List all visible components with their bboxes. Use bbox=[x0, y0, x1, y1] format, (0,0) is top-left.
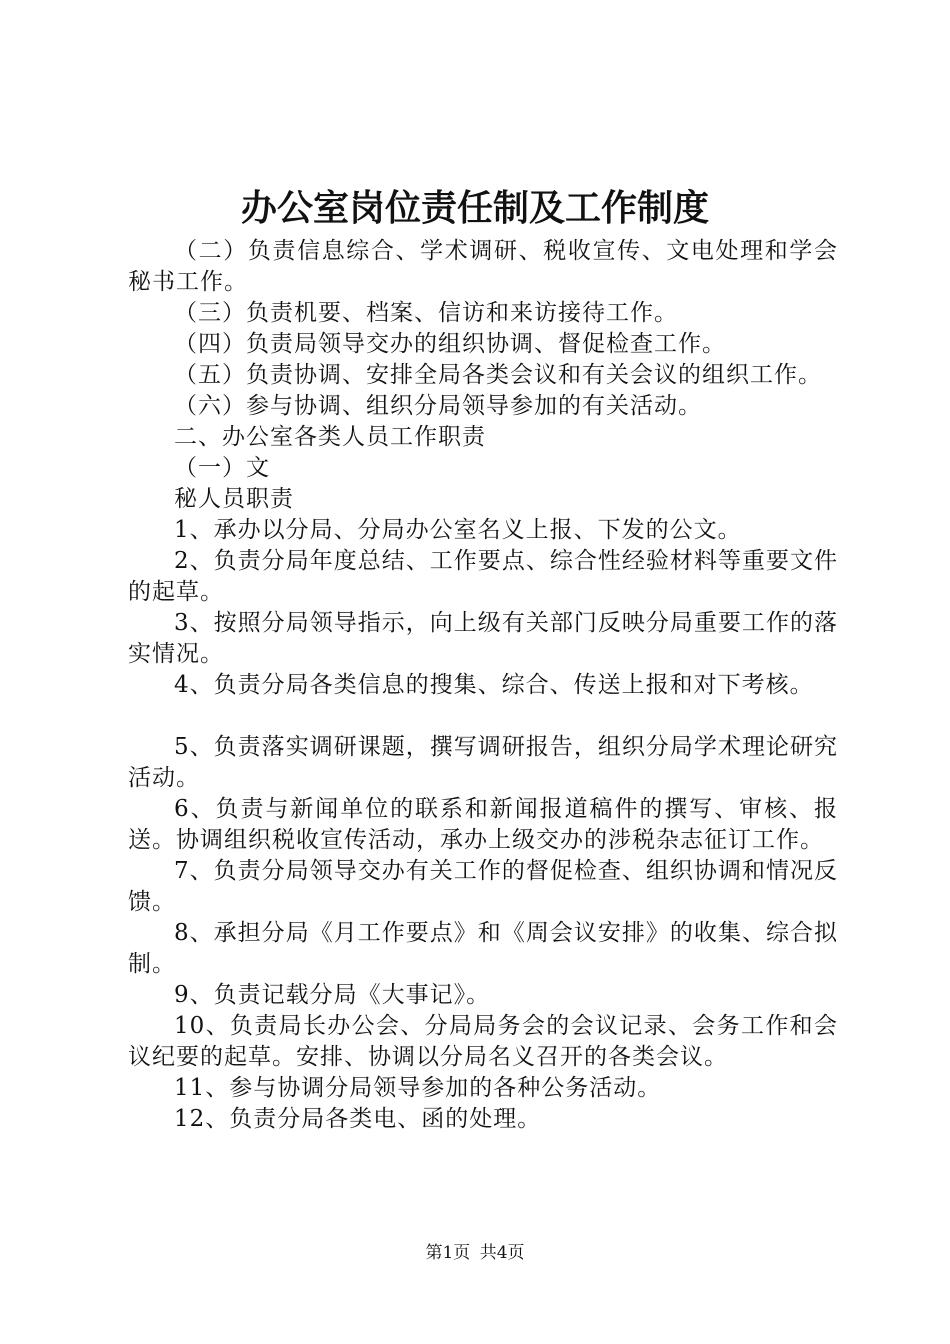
duty-item-12: 12、负责分局各类电、函的处理。 bbox=[174, 1106, 542, 1132]
duty-item-6: 6、负责与新闻单位的联系和新闻报道稿件的撰写、审核、报送。协调组织税收宣传活动，承办上级交办的涉税杂志征订工作。 bbox=[128, 796, 838, 853]
duty-item-11: 11、参与协调分局领导参加的各种公务活动。 bbox=[174, 1075, 662, 1101]
paragraph-4: （四）负责局领导交办的组织协调、督促检查工作。 bbox=[174, 331, 726, 357]
paragraph-5: （五）负责协调、安排全局各类会议和有关会议的组织工作。 bbox=[174, 362, 822, 388]
document-body bbox=[128, 236, 838, 1135]
duty-item-8: 8、承担分局《月工作要点》和《周会议安排》的收集、综合拟制。 bbox=[128, 920, 838, 977]
document-title: 办公室岗位责任制及工作制度 bbox=[240, 187, 709, 229]
paragraph-3: （三）负责机要、档案、信访和来访接待工作。 bbox=[174, 300, 678, 326]
duty-item-1: 1、承办以分局、分局办公室名义上报、下发的公文。 bbox=[174, 517, 742, 543]
subsection-heading-continued: 秘人员职责 bbox=[174, 486, 294, 512]
paragraph-6: （六）参与协调、组织分局领导参加的有关活动。 bbox=[174, 393, 702, 419]
subsection-heading: （一）文 bbox=[174, 455, 270, 481]
duty-item-4: 4、负责分局各类信息的搜集、综合、传送上报和对下考核。 bbox=[174, 672, 814, 698]
page-footer bbox=[0, 1241, 950, 1265]
duty-item-10: 10、负责局长办公会、分局局务会的会议记录、会务工作和会议纪要的起草。安排、协调以分局名义召开的各类会议。 bbox=[128, 1013, 838, 1070]
section-heading: 二、办公室各类人员工作职责 bbox=[174, 424, 486, 450]
duty-item-5: 5、负责落实调研课题，撰写调研报告，组织分局学术理论研究活动。 bbox=[128, 734, 838, 791]
duty-item-2: 2、负责分局年度总结、工作要点、综合性经验材料等重要文件的起草。 bbox=[128, 548, 838, 605]
duty-item-3: 3、按照分局领导指示，向上级有关部门反映分局重要工作的落实情况。 bbox=[128, 610, 838, 667]
paragraph-2: （二）负责信息综合、学术调研、税收宣传、文电处理和学会秘书工作。 bbox=[128, 238, 838, 295]
blank-line bbox=[128, 701, 838, 732]
page-number: 第1页 bbox=[425, 1243, 471, 1263]
duty-item-7: 7、负责分局领导交办有关工作的督促检查、组织协调和情况反馈。 bbox=[128, 858, 838, 915]
page-total: 共4页 bbox=[479, 1243, 525, 1263]
duty-item-9: 9、负责记载分局《大事记》。 bbox=[174, 982, 491, 1008]
